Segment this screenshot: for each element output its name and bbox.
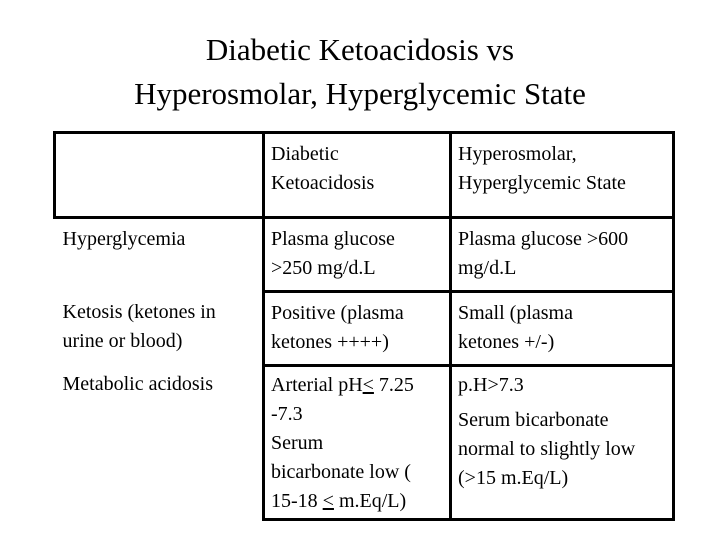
header-empty-cell bbox=[55, 133, 264, 218]
row-label-text: urine or blood) bbox=[62, 329, 183, 352]
table-header-row bbox=[55, 133, 674, 218]
row-label-text: Ketosis (ketones in bbox=[62, 300, 216, 323]
header-dka-line-1: Diabetic bbox=[271, 143, 339, 165]
less-than-symbol: < bbox=[322, 490, 334, 512]
header-hhs-line-2: Hyperglycemic State bbox=[458, 172, 626, 194]
hhs-ketosis-cell bbox=[451, 292, 674, 366]
cell-text bbox=[271, 487, 449, 516]
dka-acidosis-cell bbox=[264, 366, 451, 520]
header-hhs-line-1: Hyperosmolar, bbox=[458, 143, 577, 165]
less-than-symbol: < bbox=[362, 374, 374, 396]
cell-text: ketones ++++) bbox=[271, 331, 389, 353]
cell-text-part: 7.25 bbox=[373, 374, 414, 396]
cell-text: p.H>7.3 bbox=[458, 374, 524, 396]
cell-text: Serum bicarbonate bbox=[458, 409, 609, 431]
row-label-ketosis bbox=[55, 292, 264, 366]
hhs-hyperglycemia-cell bbox=[451, 218, 674, 292]
cell-text: mg/d.L bbox=[458, 257, 517, 279]
title-line-1: Diabetic Ketoacidosis vs bbox=[205, 32, 515, 67]
cell-text: Small (plasma bbox=[458, 302, 573, 324]
header-dka-cell bbox=[264, 133, 451, 218]
cell-text-part: m.Eq/L) bbox=[333, 490, 407, 512]
slide-title bbox=[0, 28, 720, 116]
table-row bbox=[55, 218, 674, 292]
header-hhs-cell bbox=[451, 133, 674, 218]
dka-ketosis-cell bbox=[264, 292, 451, 366]
cell-text: -7.3 bbox=[271, 403, 303, 425]
row-label-metabolic-acidosis bbox=[55, 366, 264, 520]
cell-text: Serum bbox=[271, 432, 324, 454]
header-dka-line-2: Ketoacidosis bbox=[271, 172, 375, 194]
cell-text: Positive (plasma bbox=[271, 302, 404, 324]
cell-text: normal to slightly low bbox=[458, 438, 636, 460]
row-label-text: Hyperglycemia bbox=[62, 228, 186, 250]
cell-text: Plasma glucose bbox=[271, 228, 395, 250]
cell-text: (>15 m.Eq/L) bbox=[458, 467, 569, 489]
cell-text-part: 15-18 bbox=[271, 490, 323, 512]
cell-text-part: Arterial pH bbox=[271, 374, 363, 396]
title-line-2: Hyperosmolar, Hyperglycemic State bbox=[134, 76, 586, 111]
table-row bbox=[55, 366, 674, 520]
cell-text: ketones +/-) bbox=[458, 331, 555, 353]
dka-hyperglycemia-cell bbox=[264, 218, 451, 292]
table-row bbox=[55, 292, 674, 366]
hhs-acidosis-cell bbox=[451, 366, 674, 520]
comparison-table bbox=[53, 131, 675, 521]
cell-text: >250 mg/d.L bbox=[271, 257, 376, 279]
cell-text: Plasma glucose >600 bbox=[458, 228, 629, 250]
row-label-text: Metabolic acidosis bbox=[62, 372, 214, 395]
cell-text bbox=[271, 371, 449, 400]
cell-text: bicarbonate low ( bbox=[271, 461, 411, 483]
row-label-hyperglycemia bbox=[55, 218, 264, 292]
